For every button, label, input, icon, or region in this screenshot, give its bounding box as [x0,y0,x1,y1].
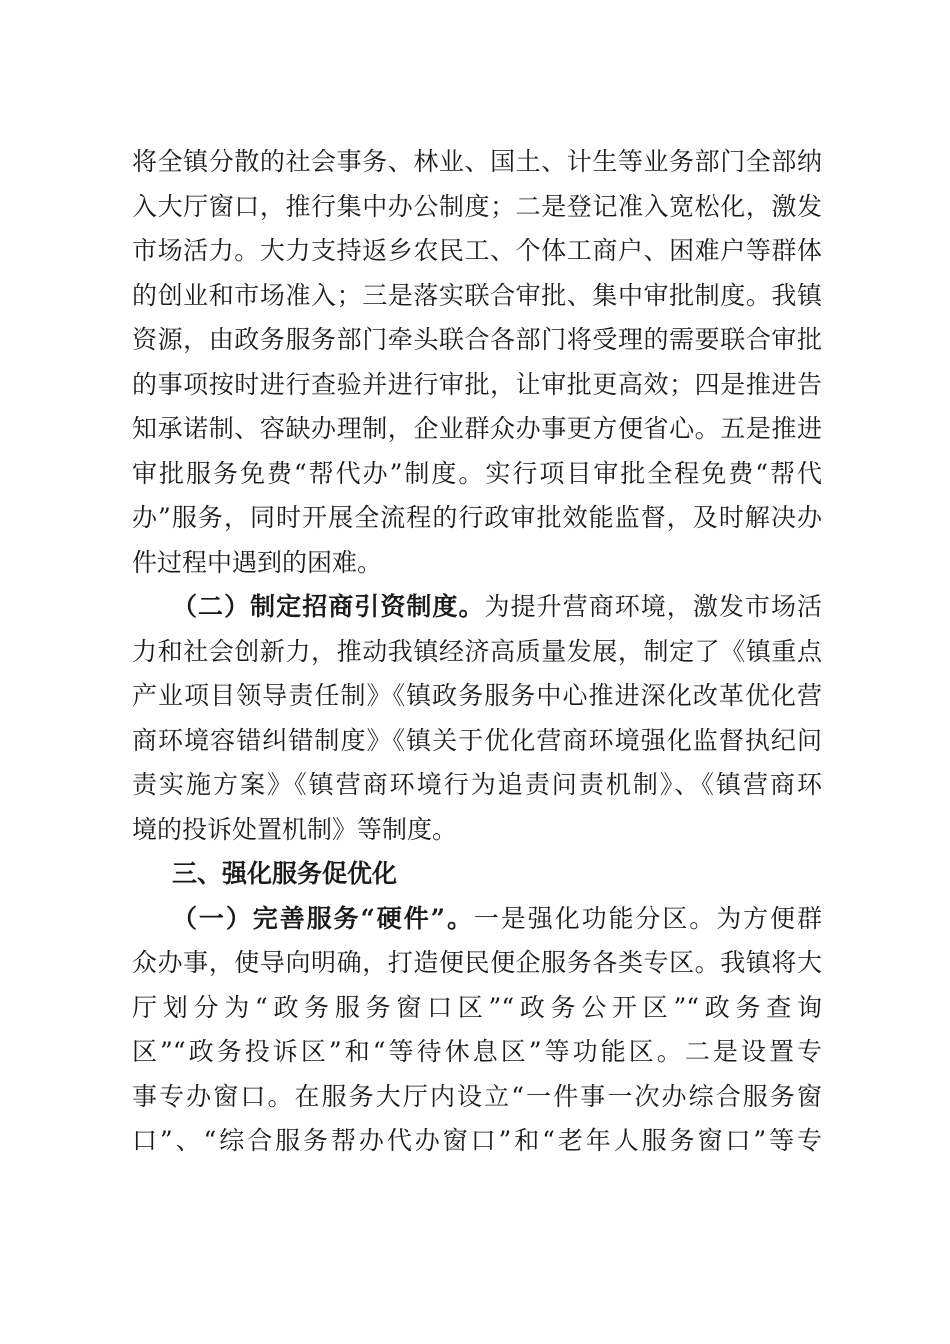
paragraph-line: 市场活力。大力支持返乡农民工、个体工商户、困难户等群体 [132,236,822,265]
paragraph-line: 力和社会创新力，推动我镇经济高质量发展，制定了《镇重点 [132,636,822,666]
paragraph-first-line [132,897,822,942]
paragraph-line: 厅划分为“政务服务窗口区”“政务公开区”“政务查询 [132,992,822,1022]
paragraph-text: 一是强化功能分区。为方便群 [473,903,822,933]
section-heading: 三、强化服务促优化 [172,859,398,888]
subsection-title: （二）制定招商引资制度。 [172,592,485,621]
paragraph-line: 区”“政务投诉区”和“等待休息区”等功能区。二是设置专 [132,1037,822,1066]
paragraph-text: 为提升营商环境，激发市场活 [484,592,822,621]
paragraph-line: 的事项按时进行查验并进行审批，让审批更高效；四是推进告 [132,369,822,399]
paragraph-first-line [132,585,822,630]
paragraph-line: 责实施方案》《镇营商环境行为追责问责机制》、《镇营商环 [132,770,822,799]
paragraph-line: 办”服务，同时开展全流程的行政审批效能监督，及时解决办 [132,503,822,532]
paragraph-line: 众办事，使导向明确，打造便民便企服务各类专区。我镇将大 [132,948,822,977]
paragraph-line: 入大厅窗口，推行集中办公制度；二是登记准入宽松化，激发 [132,191,822,221]
paragraph-line: 资源，由政务服务部门牵头联合各部门将受理的需要联合审批 [132,325,822,354]
paragraph-line: 知承诺制、容缺办理制，企业群众办事更方便省心。五是推进 [132,414,822,443]
subsection-title: （一）完善服务“硬件”。 [172,903,474,933]
paragraph-line: 的创业和市场准入；三是落实联合审批、集中审批制度。我镇 [132,280,822,310]
paragraph-line: 境的投诉处置机制》等制度。 [132,814,458,844]
paragraph-line: 产业项目领导责任制》《镇政务服务中心推进深化改革优化营 [132,681,822,710]
paragraph-line: 件过程中遇到的困难。 [132,547,383,577]
paragraph-line: 将全镇分散的社会事务、林业、国土、计生等业务部门全部纳 [132,147,822,176]
paragraph-line: 事专办窗口。在服务大厅内设立“一件事一次办综合服务窗 [132,1081,822,1111]
paragraph-line: 审批服务免费“帮代办”制度。实行项目审批全程免费“帮代 [132,458,822,488]
document-body [132,140,822,1164]
paragraph-line: 商环境容错纠错制度》《镇关于优化营商环境强化监督执纪问 [132,725,822,755]
paragraph-line: 口”、“综合服务帮办代办窗口”和“老年人服务窗口”等专 [132,1126,822,1155]
